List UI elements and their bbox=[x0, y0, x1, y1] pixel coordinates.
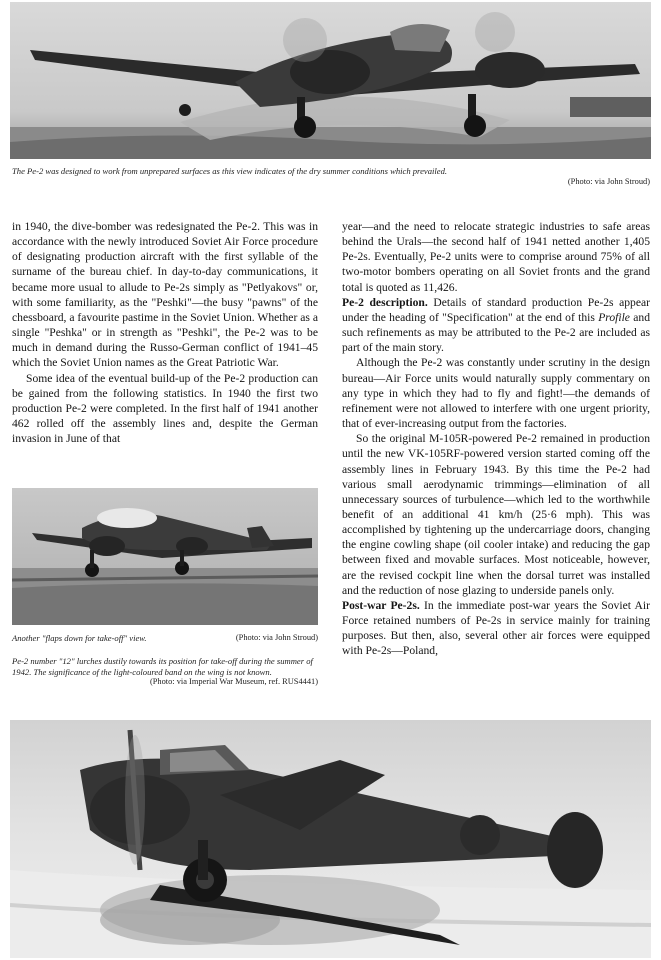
right-paragraph-5: Post-war Pe-2s. In the immediate post-war years the Soviet Air Force retained numbers of Pe-2s in service mainly for training purposes. But then, also, several other air forces were equipped with Pe-2s—Poland, bbox=[342, 598, 650, 658]
photo-pe2-taxiing-top bbox=[10, 2, 651, 159]
caption-mid1-text: Another "flaps down for take-off" view. bbox=[12, 633, 147, 643]
left-paragraph-2: Some idea of the eventual build-up of the Pe-2 production can be gained from the following statistics. In 1940 the first two production Pe-2 were completed. In the first half of 1941 another 462 rolled off the assembly lines and, despite the German invasion in June of that bbox=[12, 371, 318, 446]
caption-mid2-text: Pe-2 number "12" lurches dustily towards its position for take-off during the summer of 1942. The significance of the light-coloured band on the wing is not known. bbox=[12, 656, 313, 677]
left-paragraph-1: in 1940, the dive-bomber was redesignated the Pe-2. This was in accordance with the newly introduced Soviet Air Force procedure of designating production aircraft with the first syllable of the surname of the bureau chief. In day-to-day communications, it became more usual to allude to Pe-2s simply as "Petlyakovs" or, with some familiarity, as the "Peshki"—the busy "pawns" of the chessboard, a favourite pastime in the Soviet Union. Whether as a single "Peshka" or in strength as "Peshki", the Pe-2 was to be much in demand during the Russo-German conflict of 1941–45 which the Soviet Union names as the Great Patriotic War. bbox=[12, 220, 318, 370]
right-paragraph-4: So the original M-105R-powered Pe-2 remained in production until the new VK-105RF-powered version started coming off the assembly lines in February 1943. By this time the Pe-2 had various small aerodynamic trimmings—elimination of all unnecessary sources of turbulence—which led to the worthwhile benefit of an additional 41 km/h (25·6 mph). This was accomplished by tightening up the undercarriage doors, changing the engine cowling shape (oil cooler intake) and reducing the gap between fixed and movable surfaces. Most noticeable, however, are the revised cockpit line when the dorsal turret was installed and the reduction of nose glazing to underside panels only. bbox=[342, 432, 650, 597]
heading-postwar: Post-war Pe-2s. bbox=[342, 598, 420, 612]
caption-top-credit: (Photo: via John Stroud) bbox=[567, 176, 650, 186]
caption-mid2 bbox=[12, 656, 318, 688]
heading-pe2-description: Pe-2 description. bbox=[342, 295, 428, 309]
profile-word: Profile bbox=[598, 310, 630, 324]
right-paragraph-3: Although the Pe-2 was constantly under scrutiny in the design bureau—Air Force units would naturally supply commentary on any type in which they had to fly and fight!—the demands of refinement were not allowed to interfere with one urgent priority, that of ever-increasing output from the factories. bbox=[342, 356, 650, 431]
caption-mid2-credit: (Photo: via Imperial War Museum, ref. RUS4441) bbox=[149, 677, 318, 686]
caption-mid1-credit: (Photo: via John Stroud) bbox=[235, 633, 318, 642]
left-column bbox=[12, 219, 318, 446]
right-column bbox=[342, 219, 650, 659]
right-paragraph-1: year—and the need to relocate strategic industries to safe areas behind the Urals—the second half of 1941 netted another 1,405 Pe-2s. Eventually, Pe-2 units were to comprise around 75% of all two-motor bombers operating on all Soviet fronts and the grand total is quoted as 11,426. bbox=[342, 220, 650, 294]
caption-top bbox=[12, 166, 650, 187]
photo-flaps-down-takeoff bbox=[12, 488, 318, 625]
right-paragraph-2: Pe-2 description. Details of standard production Pe-2s appear under the heading of "Specification" at the end of this Profile and such refinements as may be attributed to the Pe-2 are included as part of the main story. bbox=[342, 295, 651, 355]
photo-pe2-number-12-taxiing bbox=[10, 720, 651, 958]
caption-top-text: The Pe-2 was designed to work from unprepared surfaces as this view indicates of the dry summer conditions which prevailed. bbox=[12, 166, 448, 176]
caption-mid1 bbox=[12, 633, 318, 644]
